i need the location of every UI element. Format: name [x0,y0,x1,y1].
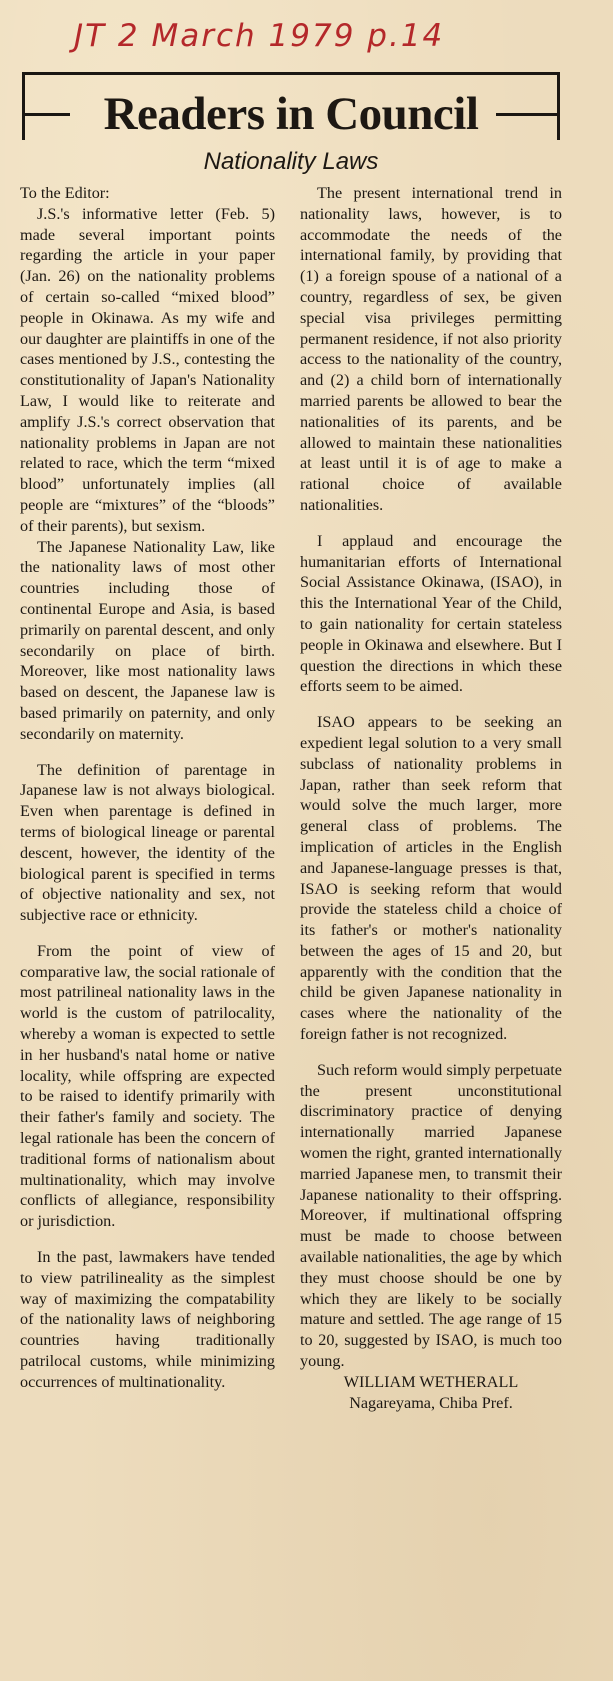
left-column [20,183,275,1393]
paragraph: The definition of parentage in Japanese law is not always biological. Even when parentage is defined in terms of biological lineage or parental descent, however, the identity of the biological parent is specified in terms of objective nationality and sex, not subjective race or ethnicity. [20,760,275,925]
right-column [300,183,562,1413]
paragraph: From the point of view of comparative law, the social rationale of most patrilineal nationality laws in the world is the custom of patrilocality, whereby a woman is expected to settle in her husband's natal home or native locality, while offspring are expected to be raised to identify primarily with their father's family and society. The legal rationale has been the concern of traditional forms of nationalism about multinationality, which may involve conflicts of allegiance, responsibility or jurisdiction. [20,941,275,1231]
paragraph: In the past, lawmakers have tended to view patrilineality as the simplest way of maximizing the compatability of the nationality laws of neighboring countries having traditionally patrilocal customs, while minimizing occurrences of multinationality. [20,1248,275,1391]
handwritten-citation: JT 2 March 1979 p.14 [74,18,445,54]
column-title: Readers in Council [103,88,479,140]
paragraph: ISAO appears to be seeking an expedient legal solution to a very small subclass of nationality problems in Japan, rather than seek reform that would solve the much larger, more general class of problems. The implication of articles in the English and Japanese-language presses is that, ISAO is seeking reform that would provide the stateless child a choice of its father's or mother's nationality between the ages of 15 and 20, but apparently with the condition that the child be given Japanese nationality in cases where the nationality of the foreign father is not recognized. [300,713,562,1044]
paragraph: J.S.'s informative letter (Feb. 5) made several important points regarding the article in your paper (Jan. 26) on the nationality problems of certain so-called “mixed blood” people in Okinawa. As my wife and our daughter are plaintiffs in one of the cases mentioned by J.S., contesting the constitutionality of Japan's Nationality Law, I would like to reiterate and amplify J.S.'s correct observation that nationality problems in Japan are not related to race, which the term “mixed blood” unfortunately implies (all people are “mixtures” of the “bloods” of their parents), but sexism. [20,204,275,535]
paragraph: Such reform would simply perpetuate the present unconstitutional discriminatory practice of denying internationally married Japanese women the right, granted internationally married Japanese men, to transmit their Japanese nationality to their offspring. Moreover, if multinational offspring must be made to choose between available nationalities, the age by which they must choose should be one by which they are likely to be socially mature and settled. The age range of 15 to 20, suggested by ISAO, is much too young. [300,1060,562,1371]
paragraph: I applaud and encourage the humanitarian efforts of International Social Assistance Okinawa, (ISAO), in this the International Year of the Child, to gain nationality for certain stateless people in Okinawa and elsewhere. But I question the directions in which these efforts seem to be aimed. [300,531,562,696]
paragraph: The Japanese Nationality Law, like the nationality laws of most other countries including those of continental Europe and Asia, is based primarily on parental descent, and only secondarily on place of birth. Moreover, like most nationality laws based on descent, the Japanese law is based primarily on paternity, and only secondarily on maternity. [20,537,275,743]
signature: WILLIAM WETHERALL [343,1372,519,1391]
paragraph: The present international trend in nationality laws, however, is to accommodate the needs of the international family, by providing that (1) a foreign spouse of a national of a country, regardless of sex, be given special visa privileges permitting permanent residence, if not also priority access to the nationality of the country, and (2) a child born of internationally married parents be allowed to bear the nationalities of its parents, and be allowed to maintain these nationalities at least until it is of age to make a rational choice of available nationalities. [300,184,562,514]
signature-location: Nagareyama, Chiba Pref. [349,1393,513,1412]
salutation: To the Editor: [20,184,110,202]
letter-headline: Nationality Laws [203,148,379,175]
